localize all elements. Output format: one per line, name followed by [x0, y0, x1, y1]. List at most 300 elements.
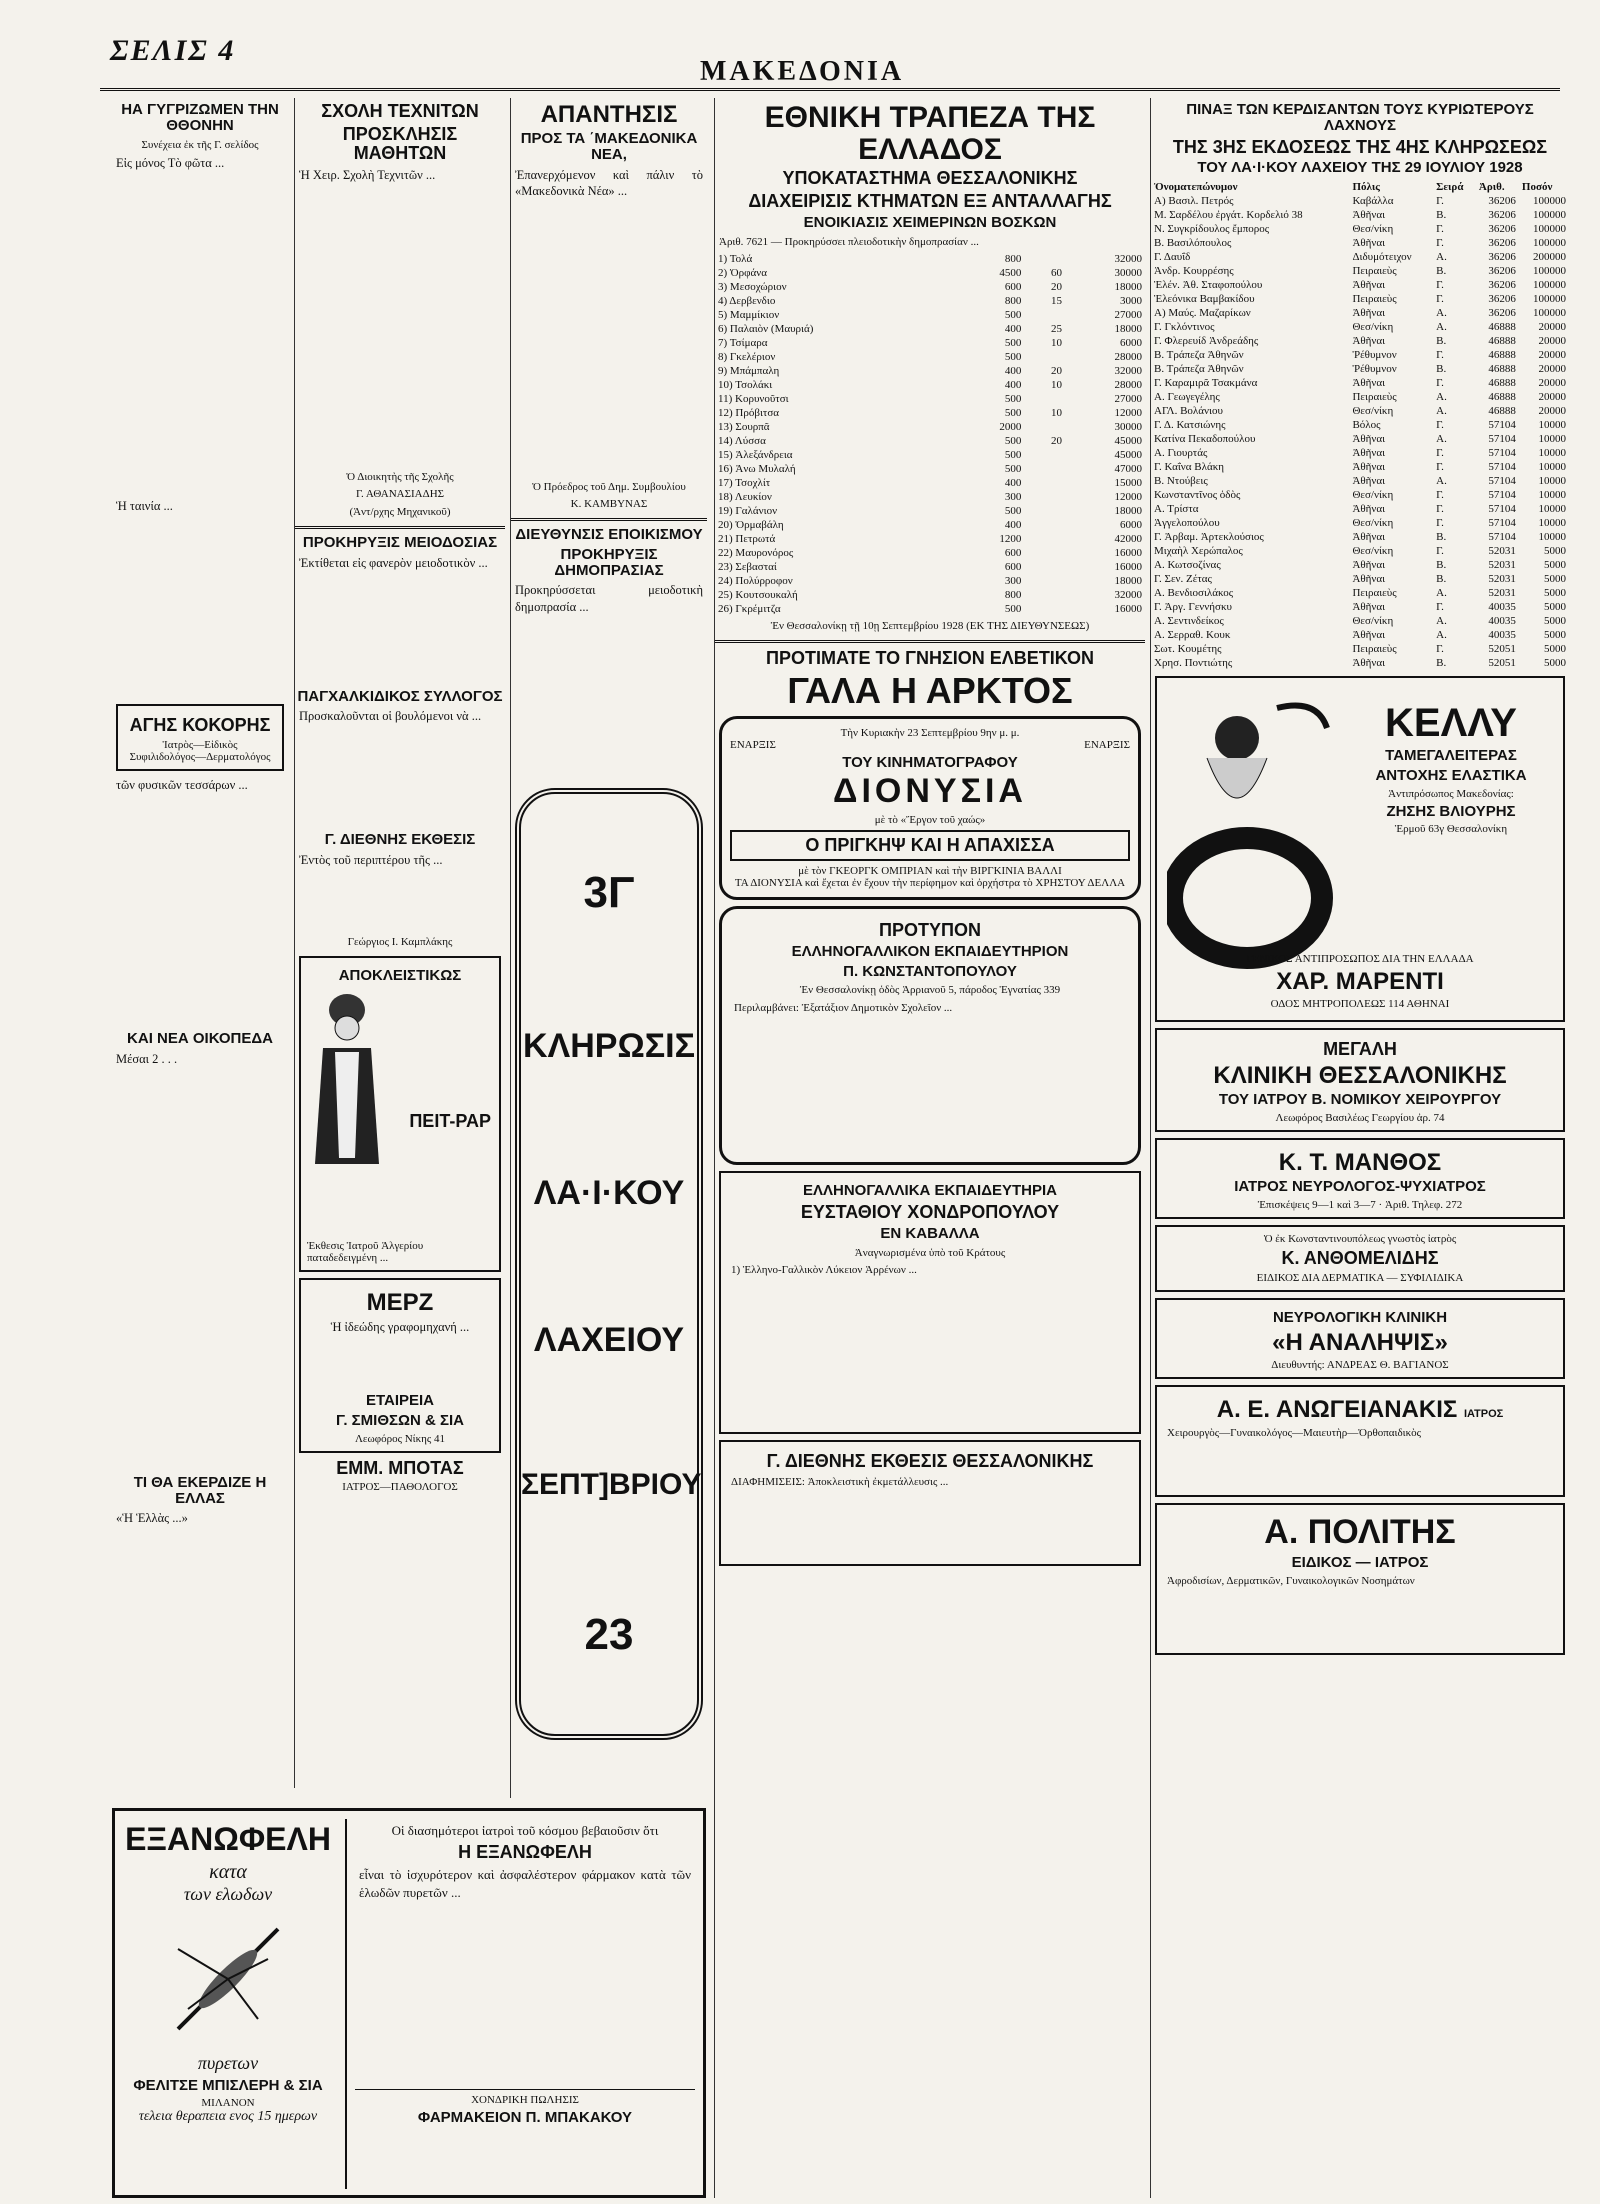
table-row	[1151, 530, 1569, 544]
table-cell: Γ.	[1436, 377, 1444, 390]
signature: Ὁ Διοικητὴς τῆς Σχολῆς	[346, 470, 454, 483]
school-ad-konstantopoulou	[719, 906, 1141, 1165]
table-cell: Β. Τράπεζα Ἀθηνῶν	[1154, 363, 1244, 376]
table-cell: Διδυμότειχον	[1352, 251, 1412, 264]
school-text: Περιλαμβάνει: Ἐξατάξιον Δημοτικὸν Σχολεῖον ...	[734, 1002, 953, 1015]
school-ad-chondropoulou	[719, 1171, 1141, 1434]
table-cell	[1024, 392, 1065, 406]
table-cell: Θεσ/νίκη	[1352, 405, 1394, 418]
table-row	[715, 266, 1145, 280]
table-cell: 52051	[1488, 643, 1516, 656]
table-cell: 400	[1004, 519, 1022, 532]
exanofeli-left	[123, 1819, 333, 2189]
table-row	[1151, 362, 1569, 376]
table-cell: Ἀγγελοπούλου	[1154, 517, 1220, 530]
cinema-line: μὲ τὸ «Ἔργον τοῦ χαώς»	[874, 814, 986, 827]
lottery-text: 3Γ	[583, 868, 635, 918]
school-title: ΠΡΟΤΥΠΟΝ	[878, 920, 981, 941]
article-heading: ΠΑΓΧΑΛΚΙΔΙΚΟΣ ΣΥΛΛΟΓΟΣ	[297, 687, 503, 705]
table-cell: 36206	[1488, 265, 1516, 278]
table-cell: Α.	[1436, 307, 1447, 320]
table-cell	[1024, 602, 1065, 616]
table-cell: 10000	[1538, 517, 1566, 530]
table-cell: Γ. Καραμιρᾶ Τσακμάνα	[1154, 377, 1258, 390]
table-cell: 400	[1004, 323, 1022, 336]
exanofeli-sub: πυρετων	[197, 2052, 259, 2073]
article-heading: ΠΡΟΣΚΛΗΣΙΣ ΜΑΘΗΤΩΝ	[342, 123, 458, 163]
table-cell: Μιχαὴλ Χερώπαλος	[1154, 545, 1243, 558]
pol-line: Α. ΠΟΛΙΤΗΣ	[1264, 1512, 1456, 1551]
column-2	[294, 98, 505, 1788]
table-cell: Γ.	[1436, 461, 1444, 474]
table-cell: Θεσ/νίκη	[1352, 489, 1394, 502]
table-cell: 15) Ἀλεξάνδρεια	[718, 449, 793, 462]
table-cell: 27000	[1114, 309, 1142, 322]
table-row	[715, 434, 1145, 448]
table-cell: 1200	[999, 533, 1022, 546]
table-row	[1151, 446, 1569, 460]
anthomelidis-ad	[1155, 1225, 1565, 1292]
table-cell: 5000	[1544, 615, 1566, 628]
table-cell: Ἀθῆναι	[1352, 629, 1386, 642]
cinema-line: ΤΑ ΔΙΟΝΥΣΙΑ καὶ ἔχεται ἐν ἔχουν τὴν περίφημον καὶ ὀρχήστρα τὸ ΧΡΗΣΤΟΥ ΔΕΛΛΑ	[734, 877, 1126, 890]
table-cell: Ῥέθυμνον	[1352, 363, 1397, 376]
table-cell: Γ.	[1436, 517, 1444, 530]
table-cell: Α. Γεωγεγέλης	[1154, 391, 1220, 404]
article-paragraph: Ἐπανερχόμενον καὶ πάλιν τὸ «Μακεδονικὰ Νέα» ...	[515, 167, 703, 199]
bank-subheading: ΔΙΑΧΕΙΡΙΣΙΣ ΚΤΗΜΑΤΩΝ ΕΞ ΑΝΤΑΛΛΑΓΗΣ	[748, 190, 1112, 211]
table-row	[1151, 404, 1569, 418]
kelly-line: ΑΝΤΟΧΗΣ ΕΛΑΣΤΙΚΑ	[1375, 766, 1527, 784]
table-cell: 36206	[1488, 195, 1516, 208]
table-cell: Α. Κωτσοζίνας	[1154, 559, 1221, 572]
signature: Γ. ΑΘΑΝΑΣΙΑΔΗΣ	[355, 488, 445, 501]
table-cell: Ἀθῆναι	[1352, 209, 1386, 222]
article-heading: ΠΡΟΚΗΡΥΞΙΣ ΜΕΙΟΔΟΣΙΑΣ	[302, 533, 498, 551]
table-cell: 18000	[1114, 505, 1142, 518]
exanofeli-city: ΜΙΛΑΝΟΝ	[201, 2097, 255, 2110]
table-cell: 28000	[1114, 351, 1142, 364]
table-cell: 45000	[1114, 449, 1142, 462]
table-cell: 600	[1004, 547, 1022, 560]
table-row	[1151, 222, 1569, 236]
bank-outro: Ἐν Θεσσαλονίκῃ τῇ 10ῃ Σεπτεμβρίου 1928 (ΕΚ ΤΗΣ ΔΙΕΥΘΥΝΣΕΩΣ)	[770, 620, 1090, 633]
table-row	[715, 462, 1145, 476]
school-title: ΕΝ ΚΑΒΑΛΛΑ	[880, 1224, 980, 1242]
kelly-line: Ἑρμοῦ 63γ Θεσσαλονίκη	[1394, 823, 1508, 836]
table-cell: 500	[1004, 449, 1022, 462]
table-cell: Ἀθῆναι	[1352, 573, 1386, 586]
article-heading: ΚΑΙ ΝΕΑ ΟΙΚΟΠΕΔΑ	[127, 1030, 273, 1048]
exanofeli-stamp-line: ΦΑΡΜΑΚΕΙΟΝ Π. ΜΠΑΚΑΚΟΥ	[417, 2109, 633, 2127]
table-row	[715, 518, 1145, 532]
table-cell: Γ.	[1436, 545, 1444, 558]
table-cell: 500	[1004, 351, 1022, 364]
table-cell: 40035	[1488, 615, 1516, 628]
table-cell: Β.	[1436, 209, 1447, 222]
neuro-clinic-ad	[1155, 1298, 1565, 1379]
table-cell: Γ. Φλερευίδ Ἀνδρεάδης	[1154, 335, 1259, 348]
bank-subheading: ΥΠΟΚΑΤΑΣΤΗΜΑ ΘΕΣΣΑΛΟΝΙΚΗΣ	[782, 168, 1078, 188]
anog-line	[1163, 1397, 1557, 1422]
table-cell: 10	[1050, 337, 1062, 350]
table-cell: 20000	[1538, 391, 1566, 404]
table-row	[1151, 208, 1569, 222]
table-cell: Γ.	[1436, 643, 1444, 656]
table-cell: Ἀθῆναι	[1352, 601, 1386, 614]
cinema-start: ΕΝΑΡΞΙΣ	[730, 738, 776, 751]
table-cell: Ἀθῆναι	[1352, 531, 1386, 544]
table-cell: 21) Πετρωτά	[718, 533, 776, 546]
table-cell: 52031	[1488, 545, 1516, 558]
table-row	[715, 350, 1145, 364]
table-cell: Πειραιεὺς	[1352, 293, 1397, 306]
table-cell: Γ.	[1436, 349, 1444, 362]
article-byline: Συνέχεια ἐκ τῆς Γ. σελίδος	[141, 138, 259, 151]
table-cell: 1) Τολά	[718, 253, 753, 266]
school-title: ΕΛΛΗΝΟΓΑΛΛΙΚΑ ΕΚΠΑΙΔΕΥΤΗΡΙΑ	[802, 1182, 1058, 1200]
article-paragraph: Ἡ ταινία ...	[116, 499, 173, 514]
table-row	[1151, 642, 1569, 656]
table-cell: 45000	[1114, 435, 1142, 448]
table-cell: 500	[1004, 463, 1022, 476]
table-cell: 500	[1004, 309, 1022, 322]
school-address: Ἐν Θεσσαλονίκῃ ὁδὸς Ἀρριανοῦ 5, πάροδος Ἐγνατίας 339	[799, 984, 1061, 997]
table-cell: 10	[1050, 407, 1062, 420]
table-cell: Ἀθῆναι	[1352, 377, 1386, 390]
table-header-cell: Ποσόν	[1521, 181, 1553, 194]
table-cell: 17) Τσοχλίτ	[718, 477, 771, 490]
table-cell: Πειραιεὺς	[1352, 643, 1397, 656]
table-cell: Α.	[1436, 433, 1447, 446]
table-cell: Γ.	[1436, 489, 1444, 502]
table-cell: Ἀθῆναι	[1352, 559, 1386, 572]
table-cell: 22) Μαυρονόρος	[718, 547, 794, 560]
table-cell: 5000	[1544, 573, 1566, 586]
table-cell: Ἀθῆναι	[1352, 433, 1386, 446]
table-cell: 20	[1050, 281, 1062, 294]
table-cell: 52031	[1488, 559, 1516, 572]
table-cell: Γ.	[1436, 503, 1444, 516]
masthead	[0, 0, 1600, 100]
table-row	[715, 448, 1145, 462]
table-cell: 10000	[1538, 475, 1566, 488]
table-cell: Γ.	[1436, 279, 1444, 292]
table-row	[1151, 418, 1569, 432]
anth-line: Ὁ ἐκ Κωνσταντινουπόλεως γνωστὸς ἰατρὸς	[1263, 1232, 1457, 1245]
table-cell: 5000	[1544, 587, 1566, 600]
table-cell: Πειραιεὺς	[1352, 587, 1397, 600]
table-row	[1151, 558, 1569, 572]
table-cell: 23) Σεβασταί	[718, 561, 777, 574]
article-paragraph: Ἐντὸς τοῦ περιπτέρου τῆς ...	[299, 853, 443, 868]
page-number: ΣΕΛΙΣ 4	[110, 34, 236, 67]
ad-title: ΑΓΗΣ ΚΟΚΟΡΗΣ	[129, 715, 271, 736]
table-row	[715, 392, 1145, 406]
exanofeli-stamp-line: ΧΟΝΔΡΙΚΗ ΠΩΛΗΣΙΣ	[471, 2094, 579, 2107]
table-cell: 32000	[1114, 589, 1142, 602]
neuro-line: Διευθυντής: ΑΝΔΡΕΑΣ Θ. ΒΑΓΙΑΝΟΣ	[1271, 1358, 1449, 1371]
ad-product: ΠΕΙΤ-ΡΑΡ	[409, 1110, 491, 1131]
table-cell: 12000	[1114, 491, 1142, 504]
table-row	[715, 560, 1145, 574]
clinic-ad	[1155, 1028, 1565, 1132]
ad-line: Συφιλιδολόγος—Δερματολόγος	[129, 751, 271, 764]
table-cell: 5) Μαμμίκιον	[718, 309, 780, 322]
table-cell: 13) Σουρπᾶ	[718, 421, 770, 434]
table-cell: Ἀθῆναι	[1352, 475, 1386, 488]
exanofeli-title: ΕΞΑΝΩΦΕΛΗ	[125, 1821, 331, 1857]
article-heading: ΤΙ ΘΑ ΕΚΕΡΔΙΖΕ Η ΕΛΛΑΣ	[133, 1473, 267, 1507]
table-cell: ΑΓΛ. Βολάνιου	[1154, 405, 1223, 418]
table-cell: 57104	[1488, 517, 1516, 530]
table-cell: 100000	[1533, 195, 1566, 208]
anth-line: Κ. ΑΝΘΟΜΕΛΙΔΗΣ	[1281, 1247, 1439, 1268]
table-cell: 5000	[1544, 545, 1566, 558]
school-note: Ἀναγνωρισμένα ὑπὸ τοῦ Κράτους	[854, 1246, 1006, 1259]
peitrar-ad	[299, 956, 501, 1272]
table-cell: 500	[1004, 337, 1022, 350]
lottery-banner	[515, 788, 703, 1740]
table-cell: 27000	[1114, 393, 1142, 406]
table-cell: Ἀθῆναι	[1352, 335, 1386, 348]
expo-ad	[719, 1440, 1141, 1566]
table-header-cell: Σειρά	[1436, 181, 1464, 194]
table-cell: 100000	[1533, 237, 1566, 250]
table-cell: 57104	[1488, 489, 1516, 502]
lottery-text: 23	[584, 1610, 634, 1660]
ad-note: Ἐκθεσις Ἰατροῦ Ἀλγερίου παταδεδειγμένη ...	[307, 1239, 424, 1264]
anog-title: ΙΑΤΡΟΣ	[1463, 1407, 1504, 1420]
article-paragraph: τῶν φυσικῶν τεσσάρων ...	[116, 778, 248, 793]
table-cell: Χρησ. Ποντιώτης	[1154, 657, 1233, 670]
table-cell: Α.	[1436, 615, 1447, 628]
table-header-cell: Ὀνοματεπώνυμον	[1154, 181, 1238, 194]
table-row	[715, 602, 1145, 616]
table-cell: 100000	[1533, 307, 1566, 320]
article-paragraph: Ἐκτίθεται εἰς φανερὸν μειοδοτικὸν ...	[299, 555, 488, 570]
table-cell: 20	[1050, 435, 1062, 448]
table-cell: Α. Γιουρτάς	[1154, 447, 1208, 460]
table-cell: Α.	[1436, 251, 1447, 264]
table-cell: Α.	[1436, 321, 1447, 334]
ad-title: ΕΜΜ. ΜΠΟΤΑΣ	[336, 1457, 464, 1478]
column-3	[510, 98, 707, 1798]
table-cell: 40035	[1488, 601, 1516, 614]
table-cell: 15	[1050, 295, 1062, 308]
table-cell: Β.	[1436, 657, 1447, 670]
table-cell: 57104	[1488, 475, 1516, 488]
table-cell: 24) Πολύρροφον	[718, 575, 793, 588]
table-cell: Γ. Ἀρβαμ. Ἀρτεκλούσιος	[1154, 531, 1264, 544]
kelly-text	[1347, 698, 1555, 835]
table-row	[1151, 460, 1569, 474]
neuro-line: «Η ΑΝΑΛΗΨΙΣ»	[1272, 1328, 1448, 1356]
table-cell: 46888	[1488, 349, 1516, 362]
table-cell: 10000	[1538, 447, 1566, 460]
table-cell: Ἀθῆναι	[1352, 447, 1386, 460]
table-row	[1151, 292, 1569, 306]
clinic-line: ΜΕΓΑΛΗ	[1323, 1039, 1397, 1060]
masthead-rule	[100, 88, 1560, 91]
table-cell	[1024, 308, 1065, 322]
exanofeli-text: Η ΕΞΑΝΩΦΕΛΗ	[458, 1842, 592, 1863]
school-title: ΕΛΛΗΝΟΓΑΛΛΙΚΟΝ ΕΚΠΑΙΔΕΥΤΗΡΙΟΝ	[791, 942, 1069, 960]
table-cell: 11) Κορυνοῦτσι	[718, 393, 789, 406]
table-cell: 7) Τσίμαρα	[718, 337, 768, 350]
table-cell: 36206	[1488, 237, 1516, 250]
table-cell: Γ.	[1436, 223, 1444, 236]
pol-line: Ἀφροδισίων, Δερματικῶν, Γυναικολογικῶν Νοσημάτων	[1167, 1575, 1415, 1588]
table-cell: 20000	[1538, 349, 1566, 362]
table-row	[1151, 264, 1569, 278]
table-cell: 60	[1050, 267, 1062, 280]
table-cell: 57104	[1488, 419, 1516, 432]
table-cell	[1024, 518, 1065, 532]
table-cell: Β. Ντούβεις	[1154, 475, 1208, 488]
table-cell: 46888	[1488, 321, 1516, 334]
table-cell: 57104	[1488, 461, 1516, 474]
lottery-text: ΚΛΗΡΩΣΙΣ	[523, 1026, 695, 1065]
table-cell: 10) Τσολάκι	[718, 379, 773, 392]
table-cell	[1024, 546, 1065, 560]
table-cell: 18000	[1114, 281, 1142, 294]
table-row	[715, 308, 1145, 322]
signature: Κ. ΚΑΜΒΥΝΑΣ	[570, 498, 648, 511]
table-cell: 6000	[1120, 337, 1142, 350]
divider	[511, 518, 707, 521]
bank-subheading: ΕΝΟΙΚΙΑΣΙΣ ΧΕΙΜΕΡΙΝΩΝ ΒΟΣΚΩΝ	[803, 213, 1057, 231]
table-cell: Γ. Δαυΐδ	[1154, 251, 1191, 264]
table-cell: 10000	[1538, 433, 1566, 446]
table-cell: 57104	[1488, 447, 1516, 460]
manthos-line: ΙΑΤΡΟΣ ΝΕΥΡΟΛΟΓΟΣ-ΨΥΧΙΑΤΡΟΣ	[1234, 1178, 1486, 1196]
table-row	[715, 280, 1145, 294]
table-cell	[1024, 490, 1065, 504]
table-row	[1151, 320, 1569, 334]
school-text: 1) Ἑλληνο-Γαλλικὸν Λύκειον Ἀρρένων ...	[731, 1264, 917, 1277]
bank-intro: Ἀριθ. 7621 — Προκηρύσσει πλειοδοτικὴν δημοπρασίαν ...	[719, 235, 979, 248]
table-cell: 4) Δερβενδιο	[718, 295, 776, 308]
table-cell: 36206	[1488, 279, 1516, 292]
table-cell: Θεσ/νίκη	[1352, 517, 1394, 530]
table-cell: 5000	[1544, 657, 1566, 670]
table-cell: 12) Πρόβιτσα	[718, 407, 780, 420]
doctor-illustration-icon	[307, 988, 387, 1168]
table-cell: 500	[1004, 505, 1022, 518]
table-cell	[1024, 588, 1065, 602]
table-header-cell: Πόλις	[1352, 181, 1380, 194]
cinema-start-row	[730, 739, 1130, 751]
table-cell: 100000	[1533, 209, 1566, 222]
mosquito-icon	[158, 1909, 298, 2049]
school-title: ΕΥΣΤΑΘΙΟΥ ΧΟΝΔΡΟΠΟΥΛΟΥ	[800, 1201, 1060, 1222]
exanofeli-foot: τελεια θεραπεια ενος 15 ημερων	[138, 2109, 318, 2125]
table-cell: Β.	[1436, 573, 1447, 586]
table-cell: Βόλος	[1352, 419, 1381, 432]
table-row	[1151, 586, 1569, 600]
table-cell: 20000	[1538, 363, 1566, 376]
doctor-ad-kokoris	[116, 704, 284, 771]
table-cell: 500	[1004, 435, 1022, 448]
table-cell: Ἀνδρ. Κουρρέσης	[1154, 265, 1234, 278]
table-cell: 5000	[1544, 601, 1566, 614]
table-cell: 26) Γκρέμιτζα	[718, 603, 781, 616]
table-row	[715, 574, 1145, 588]
table-row	[1151, 376, 1569, 390]
table-row	[1151, 502, 1569, 516]
table-row	[715, 364, 1145, 378]
ad-title: ΜΕΡΖ	[366, 1288, 434, 1316]
table-cell: 20) Ὀρμαβάλη	[718, 519, 784, 532]
table-row	[715, 406, 1145, 420]
table-cell: Ἀθῆναι	[1352, 237, 1386, 250]
table-cell: Α. Σεντινδείκος	[1154, 615, 1224, 628]
table-cell: 46888	[1488, 335, 1516, 348]
table-cell: 40035	[1488, 629, 1516, 642]
ad-heading: ΑΠΟΚΛΕΙΣΤΙΚΩΣ	[338, 966, 462, 984]
table-cell: Ῥέθυμνον	[1352, 349, 1397, 362]
table-cell: Α.	[1436, 587, 1447, 600]
anog-line: Χειρουργὸς—Γυναικολόγος—Μαιευτὴρ—Ὀρθοπαιδικὸς	[1167, 1426, 1422, 1439]
table-cell: 400	[1004, 365, 1022, 378]
table-cell: Γ.	[1436, 237, 1444, 250]
table-cell: 4500	[999, 267, 1022, 280]
column-5	[1150, 98, 1569, 2198]
table-cell: 36206	[1488, 307, 1516, 320]
table-row	[715, 252, 1145, 266]
table-cell: Γ. Ἀργ. Γεννήσκυ	[1154, 601, 1232, 614]
table-cell: 5000	[1544, 629, 1566, 642]
table-cell: 16000	[1114, 603, 1142, 616]
ad-line: ΕΤΑΙΡΕΙΑ	[365, 1392, 435, 1410]
kelly-line: ΟΔΟΣ ΜΗΤΡΟΠΟΛΕΩΣ 114 ΑΘΗΝΑΙ	[1270, 998, 1450, 1011]
table-cell: Β. Τράπεζα Ἀθηνῶν	[1154, 349, 1244, 362]
doctor-ad-botas	[295, 1459, 505, 1494]
article-heading: ΠΡΟΚΗΡΥΞΙΣ ΔΗΜΟΠΡΑΣΙΑΣ	[554, 545, 664, 579]
table-row	[1151, 390, 1569, 404]
table-cell: 52051	[1488, 657, 1516, 670]
table-cell: Ἑλεόνικα Βαμβακίδου	[1154, 293, 1255, 306]
table-cell	[1024, 532, 1065, 546]
article-heading: Γ. ΔΙΕΘΝΗΣ ΕΚΘΕΣΙΣ	[324, 831, 476, 849]
table-cell: 25	[1050, 323, 1062, 336]
exanofeli-stamp	[355, 2089, 695, 2126]
table-cell	[1024, 462, 1065, 476]
clinic-line: ΚΛΙΝΙΚΗ ΘΕΣΣΑΛΟΝΙΚΗΣ	[1213, 1062, 1507, 1090]
clinic-line: ΤΟΥ ΙΑΤΡΟΥ Β. ΝΟΜΙΚΟΥ ΧΕΙΡΟΥΡΓΟΥ	[1218, 1091, 1502, 1109]
column-4	[714, 98, 1145, 2198]
table-cell: Θεσ/νίκη	[1352, 545, 1394, 558]
table-cell: Α) Μαύς. Μαζαρίκων	[1154, 307, 1251, 320]
kelly-line: ΓΕΝΙΚΟΣ ΑΝΤΙΠΡΟΣΩΠΟΣ ΔΙΑ ΤΗΝ ΕΛΛΑΔΑ	[1246, 952, 1474, 965]
table-cell: Γ.	[1436, 601, 1444, 614]
table-row	[715, 588, 1145, 602]
table-row	[1151, 516, 1569, 530]
article-paragraph: Προκηρύσσεται μειοδοτικὴ δημοπρασία ...	[515, 583, 703, 615]
table-cell: Α.	[1436, 629, 1447, 642]
table-cell: 20000	[1538, 321, 1566, 334]
clinic-line: Λεωφόρος Βασιλέως Γεωργίου ἀρ. 74	[1275, 1111, 1445, 1124]
table-cell: 30000	[1114, 267, 1142, 280]
article-paragraph: Ἡ Χειρ. Σχολὴ Τεχνιτῶν ...	[299, 167, 436, 182]
table-cell: Ἀθῆναι	[1352, 307, 1386, 320]
table-cell: Ἀθῆναι	[1352, 279, 1386, 292]
tyre-illustration-icon	[1167, 688, 1337, 988]
table-row	[715, 490, 1145, 504]
table-cell: 200000	[1533, 251, 1566, 264]
column-1	[112, 98, 288, 1798]
